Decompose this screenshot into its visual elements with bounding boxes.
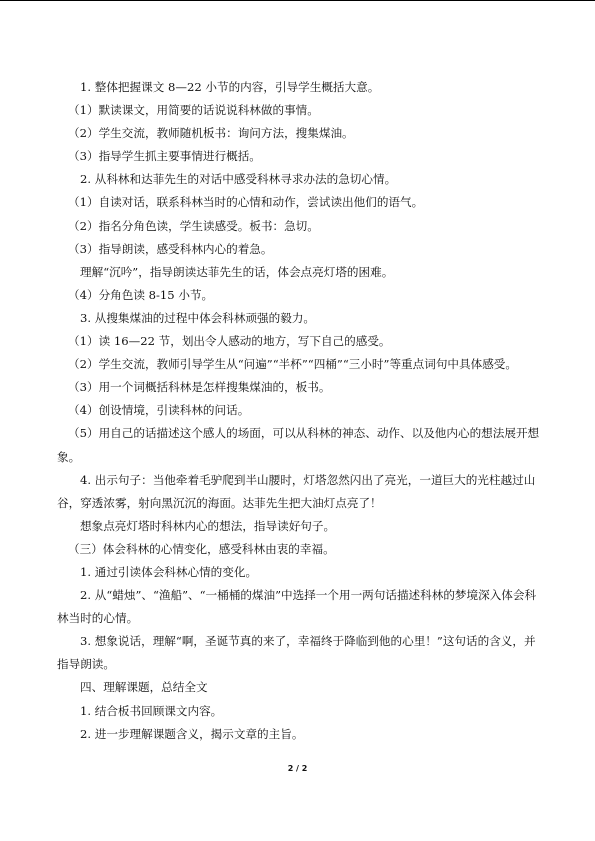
paragraph: 2. 从“蜡烛”、“渔船”、“一桶桶的煤油”中选择一个用一两句话描述科林的梦境深入体会科林当时的心情。 xyxy=(57,588,537,626)
paragraph: （2）学生交流，教师随机板书：询问方法，搜集煤油。 xyxy=(68,126,354,141)
paragraph: （三）体会科林的心情变化，感受科林由衷的幸福。 xyxy=(68,541,335,556)
paragraph: 想象点亮灯塔时科林内心的想法，指导读好句子。 xyxy=(80,518,336,533)
paragraph: （1）自读对话，联系科林当时的心情和动作，尝试读出他们的语气。 xyxy=(68,195,424,210)
document-body xyxy=(57,76,545,746)
paragraph: （3）用一个词概括科林是怎样搜集煤油的，板书。 xyxy=(68,380,331,395)
paragraph: （5）用自己的话描述这个感人的场面，可以从科林的神态、动作、以及他内心的想法展开想象。 xyxy=(57,426,540,464)
paragraph: 3. 想象说话，理解“啊，圣诞节真的来了，幸福终于降临到他的心里！”这句话的含义，并指导朗读。 xyxy=(57,634,536,672)
paragraph: （3）指导朗读，感受科林内心的着急。 xyxy=(68,241,273,256)
paragraph: （2）指名分角色读，学生读感受。板书：急切。 xyxy=(68,218,319,233)
paragraph: 4. 出示句子：当他牵着毛驴爬到半山腰时，灯塔忽然闪出了亮光，一道巨大的光柱越过山谷，穿透浓雾，射向黑沉沉的海面。达菲先生把大油灯点亮了！ xyxy=(57,472,536,510)
page-number: 2 / 2 xyxy=(287,764,308,773)
paragraph: 1. 结合板书回顾课文内容。 xyxy=(80,703,223,718)
paragraph: （3）指导学生抓主要事情进行概括。 xyxy=(68,149,261,164)
paragraph: 1. 整体把握课文 8—22 小节的内容，引导学生概括大意。 xyxy=(80,80,380,94)
top-rule xyxy=(0,0,595,1)
paragraph: （1）默读课文，用简要的话说说科林做的事情。 xyxy=(68,103,319,118)
paragraph: 2. 从科林和达菲先生的对话中感受科林寻求办法的急切心情。 xyxy=(80,172,397,187)
paragraph: 理解“沉吟”，指导朗读达菲先生的话，体会点亮灯塔的困难。 xyxy=(80,264,394,279)
paragraph: 1. 通过引读体会科林心情的变化。 xyxy=(80,564,258,579)
paragraph: （4）创设情境，引读科林的问话。 xyxy=(68,403,250,418)
paragraph: 四、理解课题，总结全文 xyxy=(80,680,208,695)
paragraph: （2）学生交流，教师引导学生从“问遍”“半杯”“四桶”“三小时”等重点词句中具体感受。 xyxy=(68,357,517,372)
paragraph: （4）分角色读 8-15 小节。 xyxy=(68,287,214,302)
paragraph: 2. 进一步理解课题含义，揭示文章的主旨。 xyxy=(80,726,304,741)
paragraph: 3. 从搜集煤油的过程中体会科林顽强的毅力。 xyxy=(80,310,316,325)
paragraph: （1）读 16—22 节，划出令人感动的地方，写下自己的感受。 xyxy=(68,334,391,349)
